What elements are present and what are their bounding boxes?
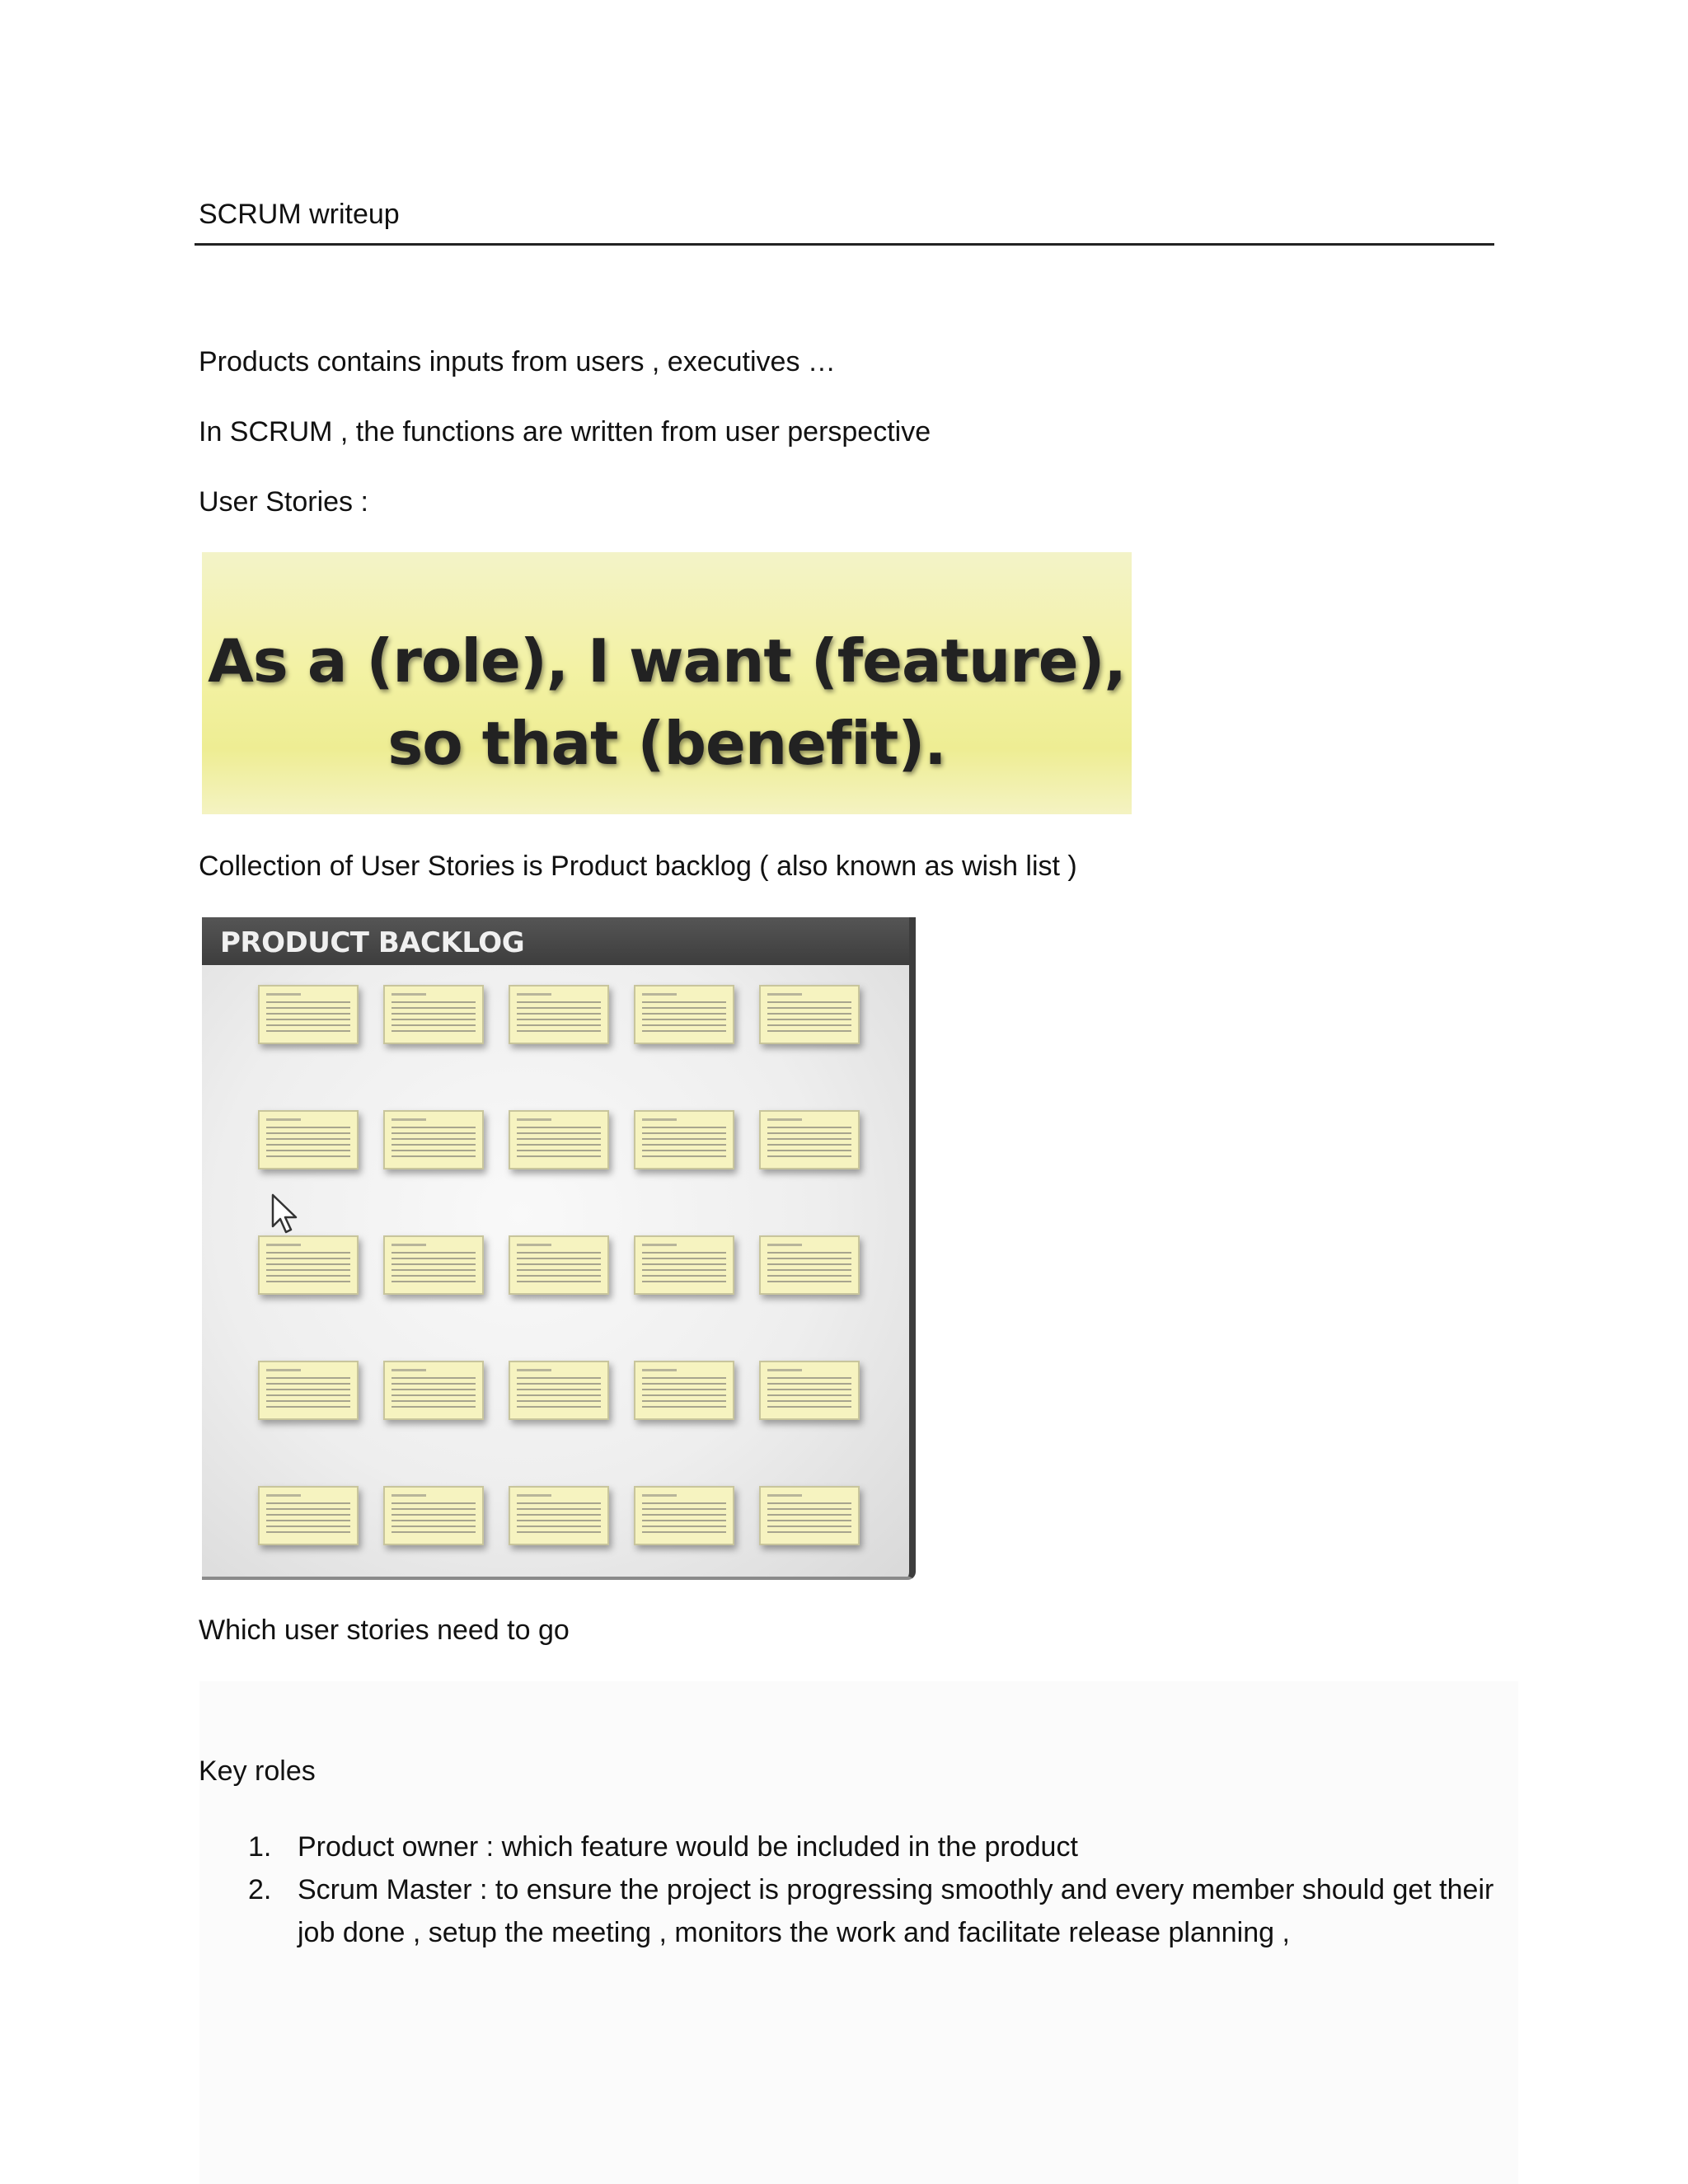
backlog-card-heading-line (517, 1118, 551, 1121)
backlog-card-text-line (266, 1531, 350, 1533)
backlog-card-text-line (392, 1514, 476, 1516)
backlog-card (258, 1110, 359, 1169)
backlog-card (509, 1486, 609, 1545)
backlog-card-text-line (767, 1520, 851, 1521)
backlog-card-text-line (517, 1132, 601, 1134)
backlog-card-heading-line (392, 1244, 426, 1246)
backlog-card-text-line (517, 1281, 601, 1282)
backlog-card-text-line (517, 1024, 601, 1026)
backlog-card (509, 1235, 609, 1295)
backlog-card-text-line (517, 1275, 601, 1277)
backlog-card-text-line (266, 1127, 350, 1128)
backlog-card-text-line (517, 1127, 601, 1128)
backlog-card (634, 1235, 734, 1295)
backlog-card-heading-line (392, 993, 426, 996)
backlog-card-text-line (266, 1406, 350, 1408)
user-story-template-text (202, 620, 1132, 785)
backlog-card-text-line (392, 1389, 476, 1390)
backlog-card-text-line (767, 1258, 851, 1259)
backlog-card (759, 1361, 860, 1420)
backlog-card-text-line (266, 1389, 350, 1390)
backlog-card-text-line (266, 1508, 350, 1510)
backlog-card-text-line (266, 1383, 350, 1385)
backlog-card-text-line (392, 1030, 476, 1032)
backlog-card-text-line (767, 1400, 851, 1402)
backlog-card-text-line (266, 1269, 350, 1271)
backlog-card-text-line (767, 1019, 851, 1020)
backlog-card-text-line (767, 1127, 851, 1128)
backlog-card-text-line (767, 1007, 851, 1009)
backlog-card-text-line (767, 1275, 851, 1277)
backlog-card-text-line (767, 1132, 851, 1134)
backlog-card-text-line (392, 1150, 476, 1151)
backlog-card-text-line (392, 1281, 476, 1282)
backlog-card-text-line (517, 1394, 601, 1396)
backlog-card-text-line (392, 1377, 476, 1379)
user-story-line-1: As a (role), I want (feature), (208, 626, 1126, 696)
backlog-card-text-line (392, 1138, 476, 1140)
product-backlog-image (202, 917, 924, 1579)
backlog-card-text-line (642, 1150, 726, 1151)
backlog-card-text-line (266, 1155, 350, 1157)
paragraph-products-inputs: Products contains inputs from users , executives … (199, 346, 836, 377)
list-item-number: 2. (248, 1874, 272, 1905)
backlog-card-text-line (266, 1019, 350, 1020)
backlog-card-heading-line (642, 1118, 677, 1121)
backlog-card-text-line (517, 1263, 601, 1265)
backlog-card (383, 1235, 484, 1295)
backlog-card-heading-line (392, 1494, 426, 1497)
backlog-card-text-line (642, 1269, 726, 1271)
list-item-number: 1. (248, 1831, 272, 1863)
backlog-card (634, 1486, 734, 1545)
backlog-title-bar (202, 917, 909, 965)
backlog-card-text-line (517, 1013, 601, 1015)
backlog-card-text-line (266, 1526, 350, 1527)
backlog-card-text-line (392, 1263, 476, 1265)
backlog-card-text-line (517, 1269, 601, 1271)
backlog-card-text-line (392, 1406, 476, 1408)
backlog-card-heading-line (767, 1494, 802, 1497)
backlog-card-text-line (517, 1520, 601, 1521)
backlog-card-heading-line (266, 1244, 301, 1246)
backlog-card-text-line (642, 1508, 726, 1510)
backlog-card-text-line (767, 1389, 851, 1390)
backlog-card-text-line (266, 1138, 350, 1140)
paragraph-product-backlog: Collection of User Stories is Product backlog ( also known as wish list ) (199, 851, 1077, 882)
backlog-card-text-line (642, 1520, 726, 1521)
backlog-card (759, 1486, 860, 1545)
backlog-card-text-line (266, 1394, 350, 1396)
backlog-card-text-line (767, 1394, 851, 1396)
backlog-card-text-line (517, 1406, 601, 1408)
backlog-card-text-line (767, 1383, 851, 1385)
backlog-card (383, 1110, 484, 1169)
backlog-card-text-line (392, 1252, 476, 1254)
backlog-card-heading-line (642, 1494, 677, 1497)
backlog-card-text-line (266, 1030, 350, 1032)
backlog-card-text-line (266, 1520, 350, 1521)
backlog-card-text-line (392, 1001, 476, 1003)
backlog-card-text-line (642, 1019, 726, 1020)
backlog-card-text-line (767, 1252, 851, 1254)
backlog-card-heading-line (517, 1369, 551, 1371)
backlog-card-heading-line (767, 1118, 802, 1121)
backlog-card-text-line (517, 1514, 601, 1516)
backlog-card-text-line (266, 1281, 350, 1282)
backlog-card-heading-line (266, 993, 301, 996)
backlog-card (383, 1486, 484, 1545)
backlog-card-text-line (767, 1508, 851, 1510)
backlog-card (759, 1235, 860, 1295)
backlog-card-text-line (642, 1389, 726, 1390)
backlog-card-text-line (767, 1514, 851, 1516)
backlog-card-text-line (767, 1144, 851, 1146)
backlog-card-text-line (266, 1144, 350, 1146)
backlog-card-text-line (767, 1526, 851, 1527)
backlog-card-text-line (642, 1024, 726, 1026)
backlog-card-heading-line (767, 1369, 802, 1371)
backlog-card-heading-line (517, 1494, 551, 1497)
backlog-card-text-line (642, 1281, 726, 1282)
backlog-card-text-line (642, 1258, 726, 1259)
backlog-card-text-line (642, 1406, 726, 1408)
backlog-card-text-line (642, 1013, 726, 1015)
backlog-card-text-line (767, 1502, 851, 1504)
backlog-card-text-line (517, 1150, 601, 1151)
backlog-card-heading-line (642, 1369, 677, 1371)
backlog-card-text-line (266, 1514, 350, 1516)
backlog-card-text-line (266, 1132, 350, 1134)
backlog-card-heading-line (767, 1244, 802, 1246)
backlog-card-text-line (392, 1007, 476, 1009)
backlog-card-text-line (642, 1132, 726, 1134)
backlog-card-text-line (392, 1132, 476, 1134)
backlog-card-text-line (517, 1258, 601, 1259)
backlog-card-text-line (642, 1007, 726, 1009)
backlog-card-text-line (642, 1001, 726, 1003)
list-item-product-owner (199, 1825, 1501, 1868)
backlog-card-text-line (642, 1275, 726, 1277)
backlog-card-heading-line (266, 1369, 301, 1371)
backlog-card-text-line (767, 1030, 851, 1032)
backlog-card-text-line (266, 1001, 350, 1003)
list-item-text: Scrum Master : to ensure the project is progressing smoothly and every member should get their job done , setup the meeting , monitors the work and facilitate release planning , (298, 1874, 1494, 1948)
backlog-card-text-line (392, 1013, 476, 1015)
backlog-card-text-line (642, 1394, 726, 1396)
backlog-card-text-line (517, 1155, 601, 1157)
backlog-card-text-line (266, 1275, 350, 1277)
backlog-card-text-line (517, 1001, 601, 1003)
backlog-card-heading-line (642, 1244, 677, 1246)
backlog-card-text-line (517, 1144, 601, 1146)
backlog-card-text-line (642, 1526, 726, 1527)
backlog-card-text-line (642, 1383, 726, 1385)
backlog-card-text-line (517, 1526, 601, 1527)
backlog-card-text-line (767, 1263, 851, 1265)
backlog-card-text-line (517, 1377, 601, 1379)
backlog-card-text-line (392, 1258, 476, 1259)
backlog-card-text-line (392, 1502, 476, 1504)
backlog-card-text-line (266, 1252, 350, 1254)
backlog-card-text-line (392, 1526, 476, 1527)
backlog-card-text-line (517, 1138, 601, 1140)
backlog-card-text-line (642, 1252, 726, 1254)
backlog-card-text-line (517, 1030, 601, 1032)
backlog-card (258, 1361, 359, 1420)
backlog-card-text-line (266, 1400, 350, 1402)
key-roles-list (199, 1825, 1501, 1954)
backlog-card-text-line (392, 1275, 476, 1277)
backlog-card-text-line (642, 1531, 726, 1533)
backlog-card (383, 985, 484, 1044)
backlog-card-text-line (392, 1024, 476, 1026)
backlog-card-text-line (517, 1400, 601, 1402)
backlog-card-text-line (517, 1007, 601, 1009)
backlog-card-text-line (767, 1269, 851, 1271)
backlog-card-text-line (517, 1502, 601, 1504)
backlog-card-text-line (642, 1144, 726, 1146)
backlog-card (258, 1235, 359, 1295)
backlog-card-text-line (642, 1127, 726, 1128)
backlog-card-text-line (767, 1531, 851, 1533)
backlog-card-text-line (642, 1514, 726, 1516)
backlog-card-heading-line (642, 993, 677, 996)
backlog-card-heading-line (517, 1244, 551, 1246)
backlog-card (509, 1110, 609, 1169)
backlog-card-text-line (266, 1502, 350, 1504)
backlog-card-text-line (642, 1155, 726, 1157)
backlog-card (509, 985, 609, 1044)
backlog-card-text-line (266, 1024, 350, 1026)
backlog-card-text-line (392, 1394, 476, 1396)
backlog-card-text-line (767, 1406, 851, 1408)
backlog-card-heading-line (266, 1118, 301, 1121)
backlog-card (383, 1361, 484, 1420)
backlog-card-text-line (767, 1150, 851, 1151)
backlog-card-text-line (767, 1138, 851, 1140)
backlog-card-text-line (392, 1019, 476, 1020)
backlog-card (634, 1361, 734, 1420)
backlog-board (202, 917, 916, 1580)
backlog-card-text-line (266, 1150, 350, 1151)
backlog-card-text-line (266, 1007, 350, 1009)
backlog-card (634, 1110, 734, 1169)
backlog-card-text-line (642, 1502, 726, 1504)
backlog-card-heading-line (767, 993, 802, 996)
backlog-card-heading-line (392, 1118, 426, 1121)
backlog-card-text-line (642, 1377, 726, 1379)
paragraph-which-stories: Which user stories need to go (199, 1615, 570, 1646)
backlog-title: PRODUCT BACKLOG (220, 926, 525, 959)
user-story-line-2: so that (benefit). (387, 709, 946, 778)
backlog-card-text-line (392, 1508, 476, 1510)
backlog-card-text-line (392, 1520, 476, 1521)
backlog-card (509, 1361, 609, 1420)
backlog-card-text-line (517, 1531, 601, 1533)
backlog-card (258, 985, 359, 1044)
backlog-card-text-line (767, 1377, 851, 1379)
mouse-cursor-icon (271, 1193, 299, 1235)
backlog-card-text-line (642, 1030, 726, 1032)
backlog-card-text-line (517, 1389, 601, 1390)
list-item-text: Product owner : which feature would be included in the product (298, 1831, 1078, 1863)
backlog-card (759, 985, 860, 1044)
backlog-card-text-line (642, 1263, 726, 1265)
backlog-card-text-line (517, 1508, 601, 1510)
backlog-card-text-line (642, 1400, 726, 1402)
backlog-card-text-line (392, 1269, 476, 1271)
backlog-card (759, 1110, 860, 1169)
backlog-card (258, 1486, 359, 1545)
backlog-card-text-line (266, 1263, 350, 1265)
backlog-card-text-line (266, 1258, 350, 1259)
backlog-card-text-line (392, 1127, 476, 1128)
backlog-card-text-line (392, 1531, 476, 1533)
backlog-card-text-line (517, 1019, 601, 1020)
backlog-card (634, 985, 734, 1044)
backlog-card-heading-line (266, 1494, 301, 1497)
header-rule (195, 243, 1494, 246)
backlog-card-text-line (392, 1144, 476, 1146)
backlog-card-text-line (767, 1155, 851, 1157)
backlog-card-text-line (767, 1001, 851, 1003)
backlog-card-text-line (392, 1383, 476, 1385)
backlog-card-heading-line (392, 1369, 426, 1371)
paragraph-user-stories-heading: User Stories : (199, 486, 368, 518)
paragraph-scrum-functions: In SCRUM , the functions are written from user perspective (199, 416, 931, 448)
backlog-card-text-line (392, 1400, 476, 1402)
user-story-template-image (202, 552, 1132, 814)
backlog-card-text-line (767, 1281, 851, 1282)
backlog-card-text-line (767, 1013, 851, 1015)
list-item-scrum-master (199, 1868, 1501, 1954)
backlog-card-text-line (517, 1252, 601, 1254)
backlog-card-text-line (517, 1383, 601, 1385)
backlog-card-text-line (767, 1024, 851, 1026)
backlog-card-text-line (392, 1155, 476, 1157)
backlog-card-text-line (642, 1138, 726, 1140)
backlog-card-text-line (266, 1013, 350, 1015)
paragraph-key-roles-heading: Key roles (199, 1755, 316, 1787)
page-header: SCRUM writeup (199, 199, 400, 230)
backlog-card-heading-line (517, 993, 551, 996)
backlog-card-text-line (266, 1377, 350, 1379)
